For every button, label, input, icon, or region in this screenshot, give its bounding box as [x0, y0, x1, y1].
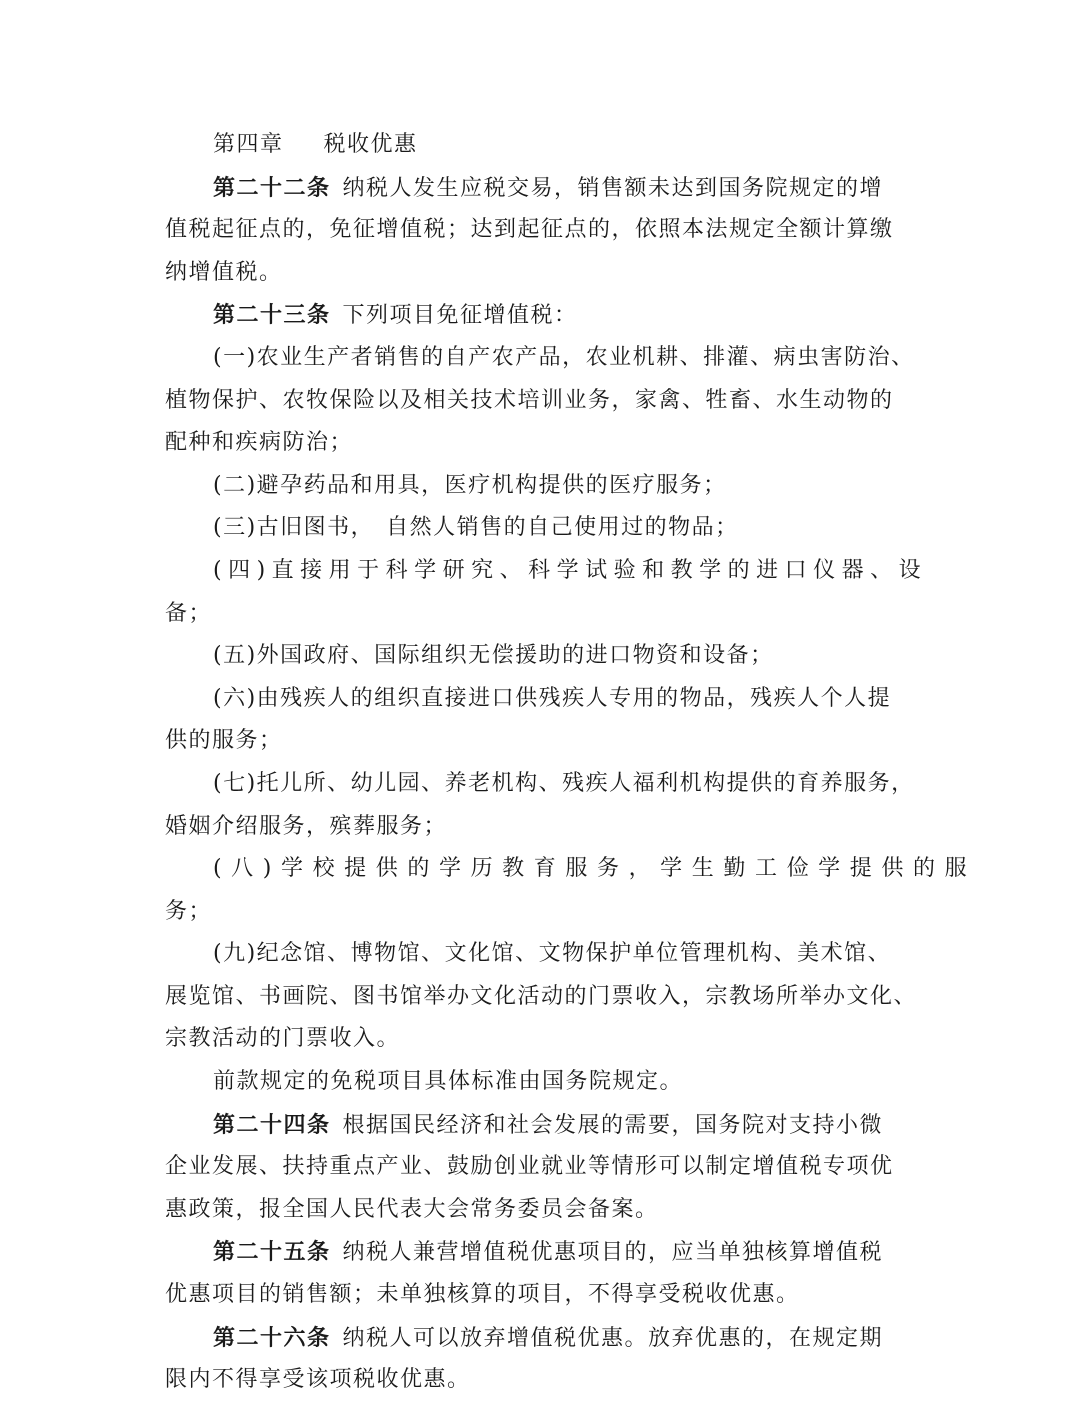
item-1-line-3: 配种和疾病防治；: [165, 430, 354, 456]
item-9-line-1: (九)纪念馆、博物馆、文化馆、文物保护单位管理机构、美术馆、: [213, 941, 892, 967]
article-24-text-1: 根据国民经济和社会发展的需要，国务院对支持小微: [342, 1112, 884, 1138]
item-8-line-2: 务；: [165, 898, 213, 924]
article-23-label: 第二十三条: [213, 302, 331, 329]
article-25-line-1: [165, 1231, 917, 1274]
item-1-line-2: 植物保护、农牧保险以及相关技术培训业务，家禽、牲畜、水生动物的: [165, 387, 894, 413]
item-3-part-b: 自然人销售的自己使用过的物品；: [386, 515, 739, 541]
article-23-intro: 下列项目免征增值税：: [342, 303, 578, 329]
article-26-line-1: [165, 1317, 917, 1360]
article-26-label: 第二十六条: [213, 1324, 331, 1351]
item-9-line-2: 展览馆、书画院、图书馆举办文化活动的门票收入，宗教场所举办文化、: [165, 983, 918, 1009]
chapter-number: 第四章: [213, 132, 284, 157]
item-7-line-1: (七)托儿所、幼儿园、养老机构、残疾人福利机构提供的育养服务，: [213, 770, 915, 796]
article-22-label: 第二十二条: [213, 174, 331, 201]
item-3-part-a: (三)古旧图书，: [213, 515, 375, 541]
item-6-line-2: 供的服务；: [165, 728, 283, 754]
item-2: (二)避孕药品和用具，医疗机构提供的医疗服务；: [213, 472, 727, 498]
article-25-line-2: 优惠项目的销售额；未单独核算的项目，不得享受税收优惠。: [165, 1282, 800, 1308]
item-6-line-1: (六)由残疾人的组织直接进口供残疾人专用的物品，残疾人个人提: [213, 685, 892, 711]
document-page: [165, 124, 977, 1402]
article-25-label: 第二十五条: [213, 1239, 331, 1266]
item-1-line-1: (一)农业生产者销售的自产农产品，农业机耕、排灌、病虫害防治、: [213, 344, 915, 370]
article-23-line-1: [165, 294, 917, 337]
article-26-line-2: 限内不得享受该项税收优惠。: [165, 1367, 471, 1393]
item-9-line-3: 宗教活动的门票收入。: [165, 1026, 401, 1052]
article-22-line-3: 纳增值税。: [165, 259, 283, 285]
item-4-line-1: (四)直接用于科学研究、科学试验和教学的进口仪器、设: [213, 557, 928, 583]
item-5: (五)外国政府、国际组织无偿援助的进口物资和设备；: [213, 643, 774, 669]
article-26-text-1: 纳税人可以放弃增值税优惠。放弃优惠的，在规定期: [342, 1325, 884, 1351]
article-24-line-2: 企业发展、扶持重点产业、鼓励创业就业等情形可以制定增值税专项优: [165, 1154, 894, 1180]
item-8-line-1: (八)学校提供的学历教育服务，学生勤工俭学提供的服: [213, 856, 977, 882]
item-3: [165, 507, 917, 550]
article-24-line-3: 惠政策，报全国人民代表大会常务委员会备案。: [165, 1196, 659, 1222]
chapter-title: 税收优惠: [323, 132, 418, 157]
article-24-label: 第二十四条: [213, 1111, 331, 1138]
chapter-heading: [165, 124, 917, 167]
article-23-note: 前款规定的免税项目具体标准由国务院规定。: [213, 1069, 684, 1095]
article-22-line-2: 值税起征点的，免征增值税；达到起征点的，依照本法规定全额计算缴: [165, 217, 894, 243]
article-25-text-1: 纳税人兼营增值税优惠项目的，应当单独核算增值税: [342, 1240, 884, 1266]
article-22-text-1: 纳税人发生应税交易，销售额未达到国务院规定的增: [342, 175, 884, 201]
article-22-line-1: [165, 167, 917, 210]
item-4-line-2: 备；: [165, 600, 213, 626]
article-24-line-1: [165, 1104, 917, 1147]
item-7-line-2: 婚姻介绍服务，殡葬服务；: [165, 813, 448, 839]
